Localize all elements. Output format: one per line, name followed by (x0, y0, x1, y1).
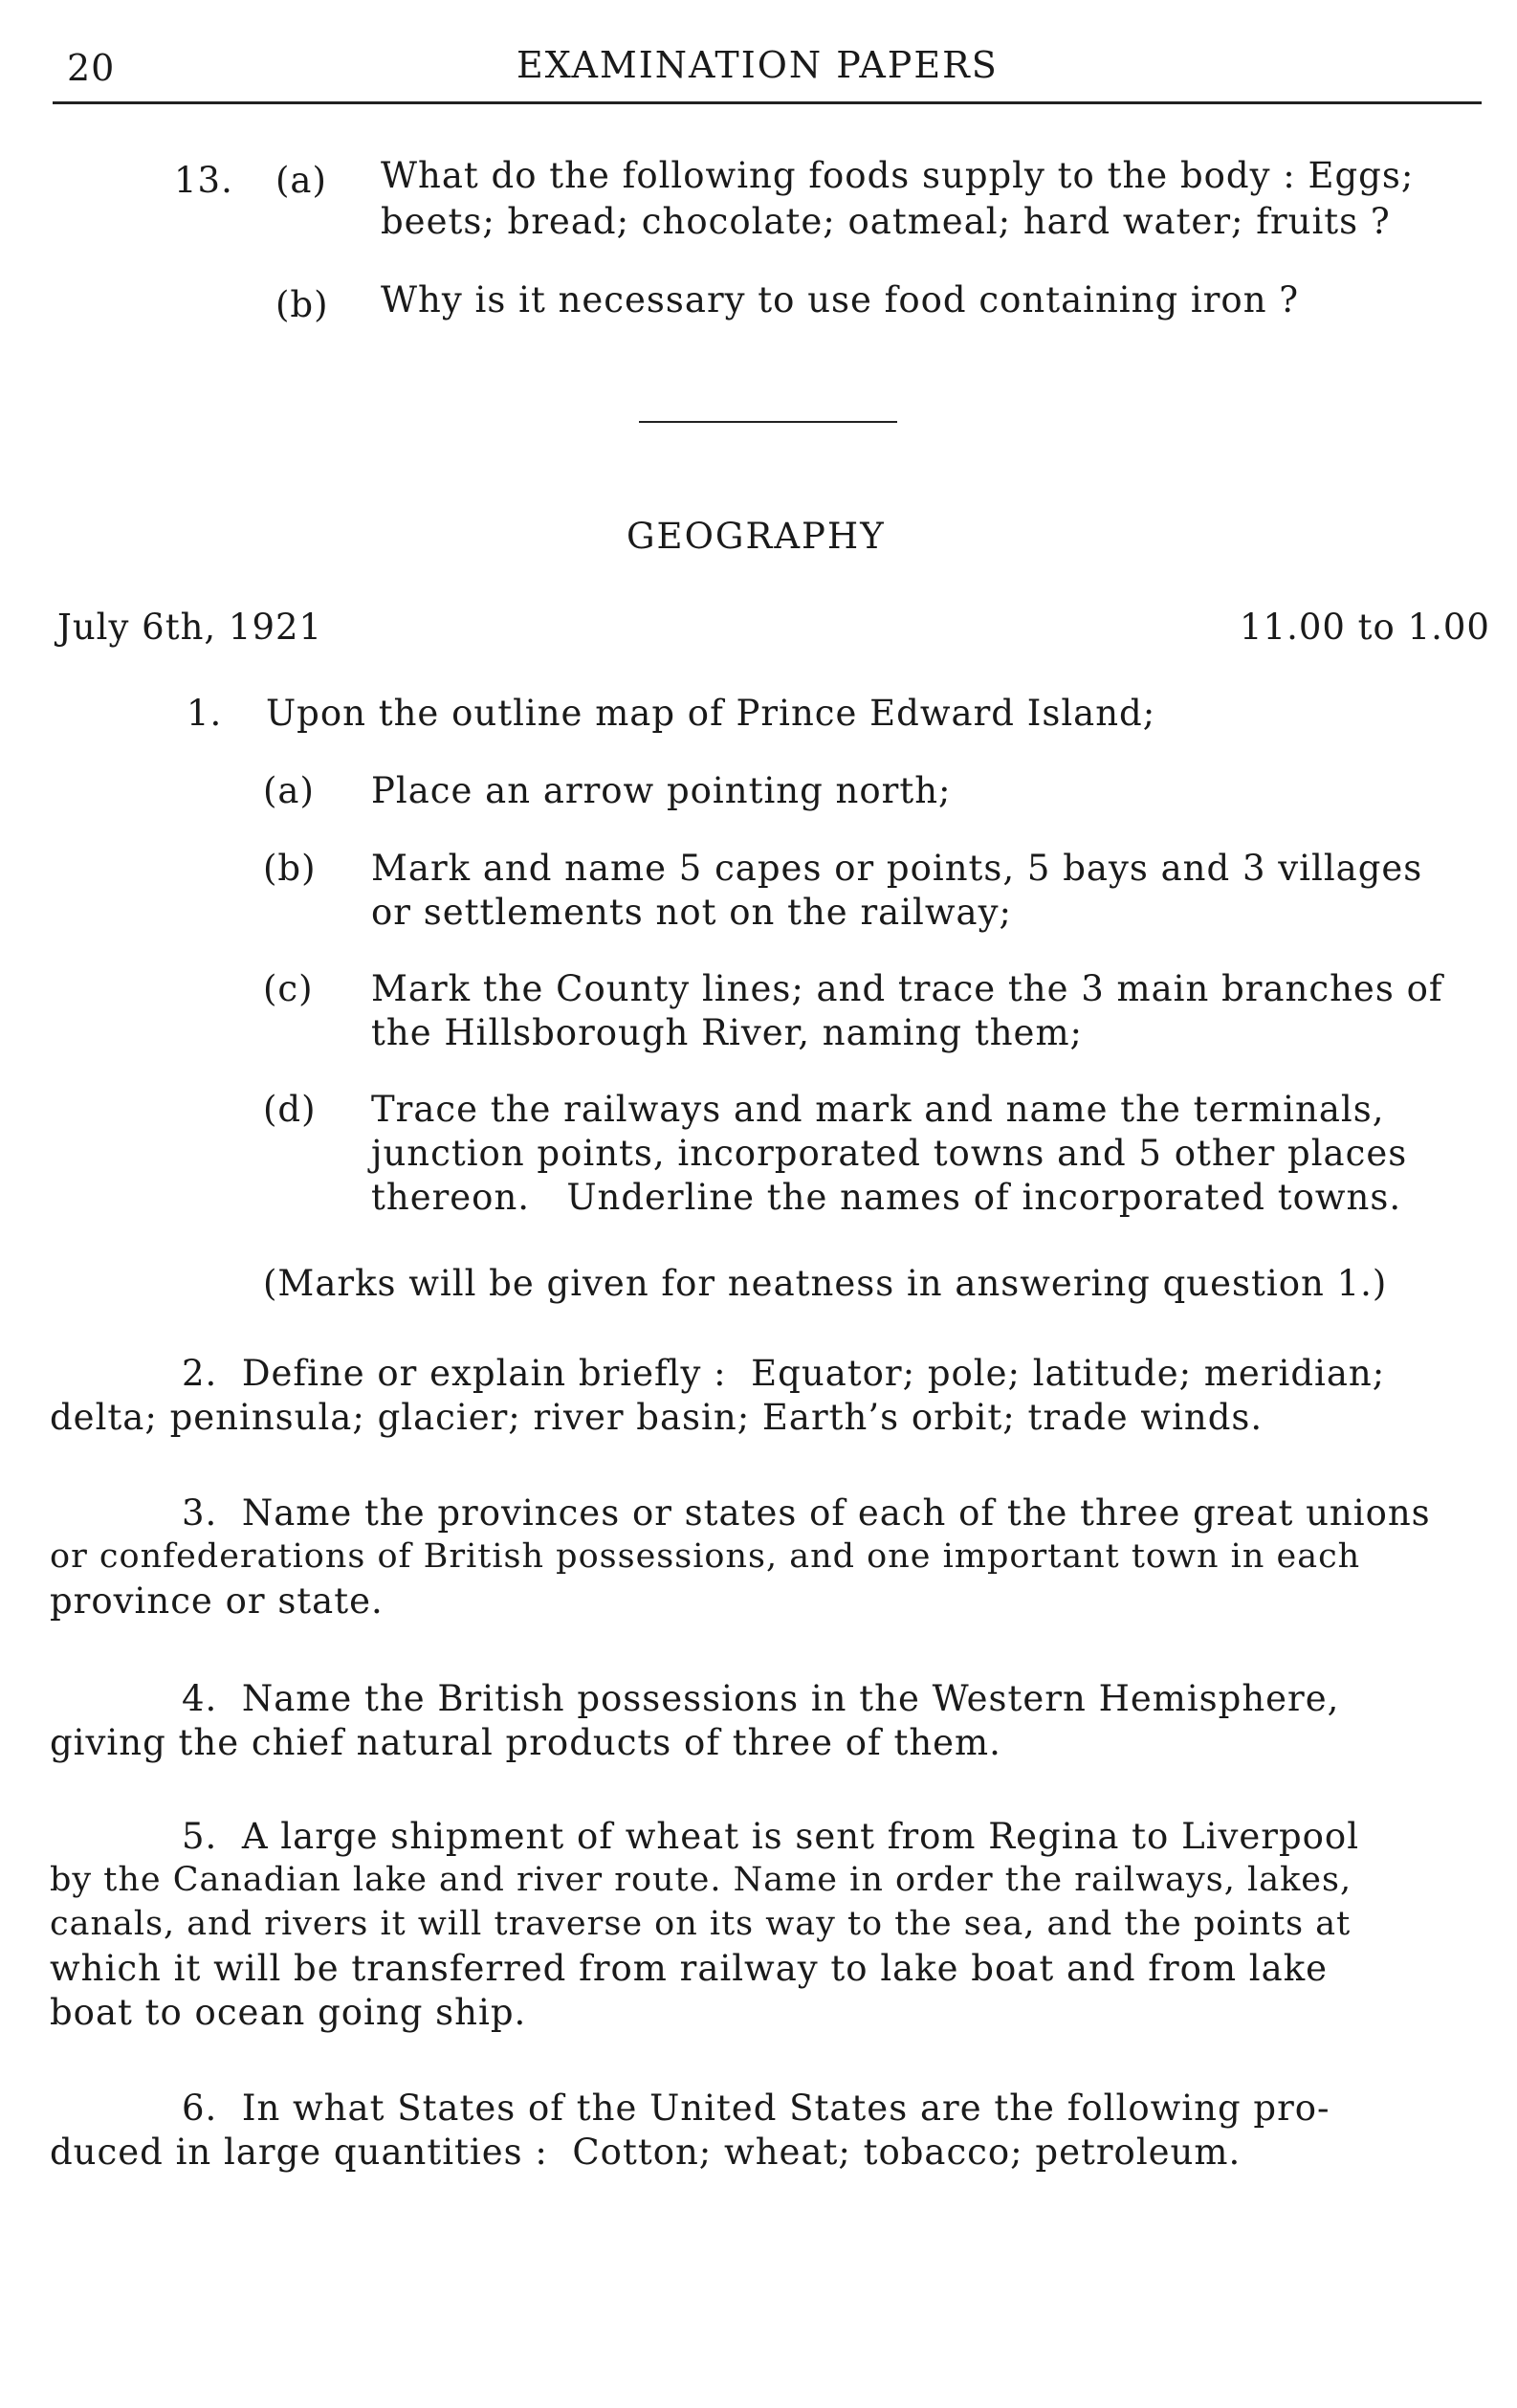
question-1d-line1: Trace the railways and mark and name the terminals, (371, 1089, 1385, 1130)
question-3-line2: or confederations of British possessions, and one important town in each (50, 1537, 1361, 1576)
exam-time: 11.00 to 1.00 (1240, 607, 1490, 648)
question-5-line1: 5. A large shipment of wheat is sent from Regina to Liverpool (182, 1816, 1360, 1857)
question-1c-line2: the Hillsborough River, naming them; (371, 1012, 1084, 1053)
section-heading: GEOGRAPHY (627, 516, 886, 557)
question-13a-line1: What do the following foods supply to the body : Eggs; (381, 155, 1415, 196)
question-3-line3: province or state. (50, 1580, 384, 1622)
question-1d-line2: junction points, incorporated towns and 5 other places (371, 1133, 1408, 1174)
question-1d-line3: thereon. Underline the names of incorporated towns. (371, 1177, 1402, 1218)
question-1b-line1: Mark and name 5 capes or points, 5 bays and 3 villages (371, 848, 1423, 889)
question-1c-label: (c) (263, 968, 314, 1009)
question-4-line2: giving the chief natural products of three of them. (50, 1722, 1001, 1763)
question-1b-line2: or settlements not on the railway; (371, 892, 1012, 933)
question-13-number: 13. (174, 160, 233, 201)
question-6-line2: duced in large quantities : Cotton; wheat; tobacco; petroleum. (50, 2132, 1242, 2173)
question-5-line4: which it will be transferred from railway to lake boat and from lake (50, 1948, 1329, 1989)
question-13a-line2: beets; bread; chocolate; oatmeal; hard water; fruits ? (381, 201, 1391, 242)
question-6-line1: 6. In what States of the United States are the following pro- (182, 2088, 1330, 2129)
question-1a-line1: Place an arrow pointing north; (371, 770, 952, 811)
question-1-note: (Marks will be given for neatness in answering question 1.) (263, 1263, 1388, 1304)
question-1c-line1: Mark the County lines; and trace the 3 main branches of (371, 968, 1443, 1009)
question-1b-label: (b) (263, 848, 317, 889)
question-2-line1: 2. Define or explain briefly : Equator; pole; latitude; meridian; (182, 1353, 1386, 1394)
page-number: 20 (67, 47, 116, 89)
question-1-text: Upon the outline map of Prince Edward Island; (266, 693, 1156, 734)
question-5-line2: by the Canadian lake and river route. Name in order the railways, lakes, (50, 1861, 1352, 1899)
question-2-line2: delta; peninsula; glacier; river basin; Earth’s orbit; trade winds. (50, 1397, 1264, 1438)
question-13a-label: (a) (275, 160, 327, 201)
question-1a-label: (a) (263, 770, 315, 811)
question-13b-text: Why is it necessary to use food containing iron ? (381, 279, 1300, 320)
question-1-number: 1. (187, 693, 223, 734)
question-1d-label: (d) (263, 1089, 317, 1130)
section-divider (639, 421, 897, 423)
question-5-line5: boat to ocean going ship. (50, 1992, 527, 2033)
question-3-line1: 3. Name the provinces or states of each of the three great unions (182, 1492, 1431, 1534)
running-title: EXAMINATION PAPERS (517, 44, 999, 86)
question-13b-label: (b) (275, 284, 329, 325)
header-rule (53, 101, 1482, 104)
exam-date: July 6th, 1921 (57, 607, 323, 648)
question-4-line1: 4. Name the British possessions in the Western Hemisphere, (182, 1678, 1340, 1719)
question-5-line3: canals, and rivers it will traverse on its way to the sea, and the points at (50, 1905, 1352, 1943)
